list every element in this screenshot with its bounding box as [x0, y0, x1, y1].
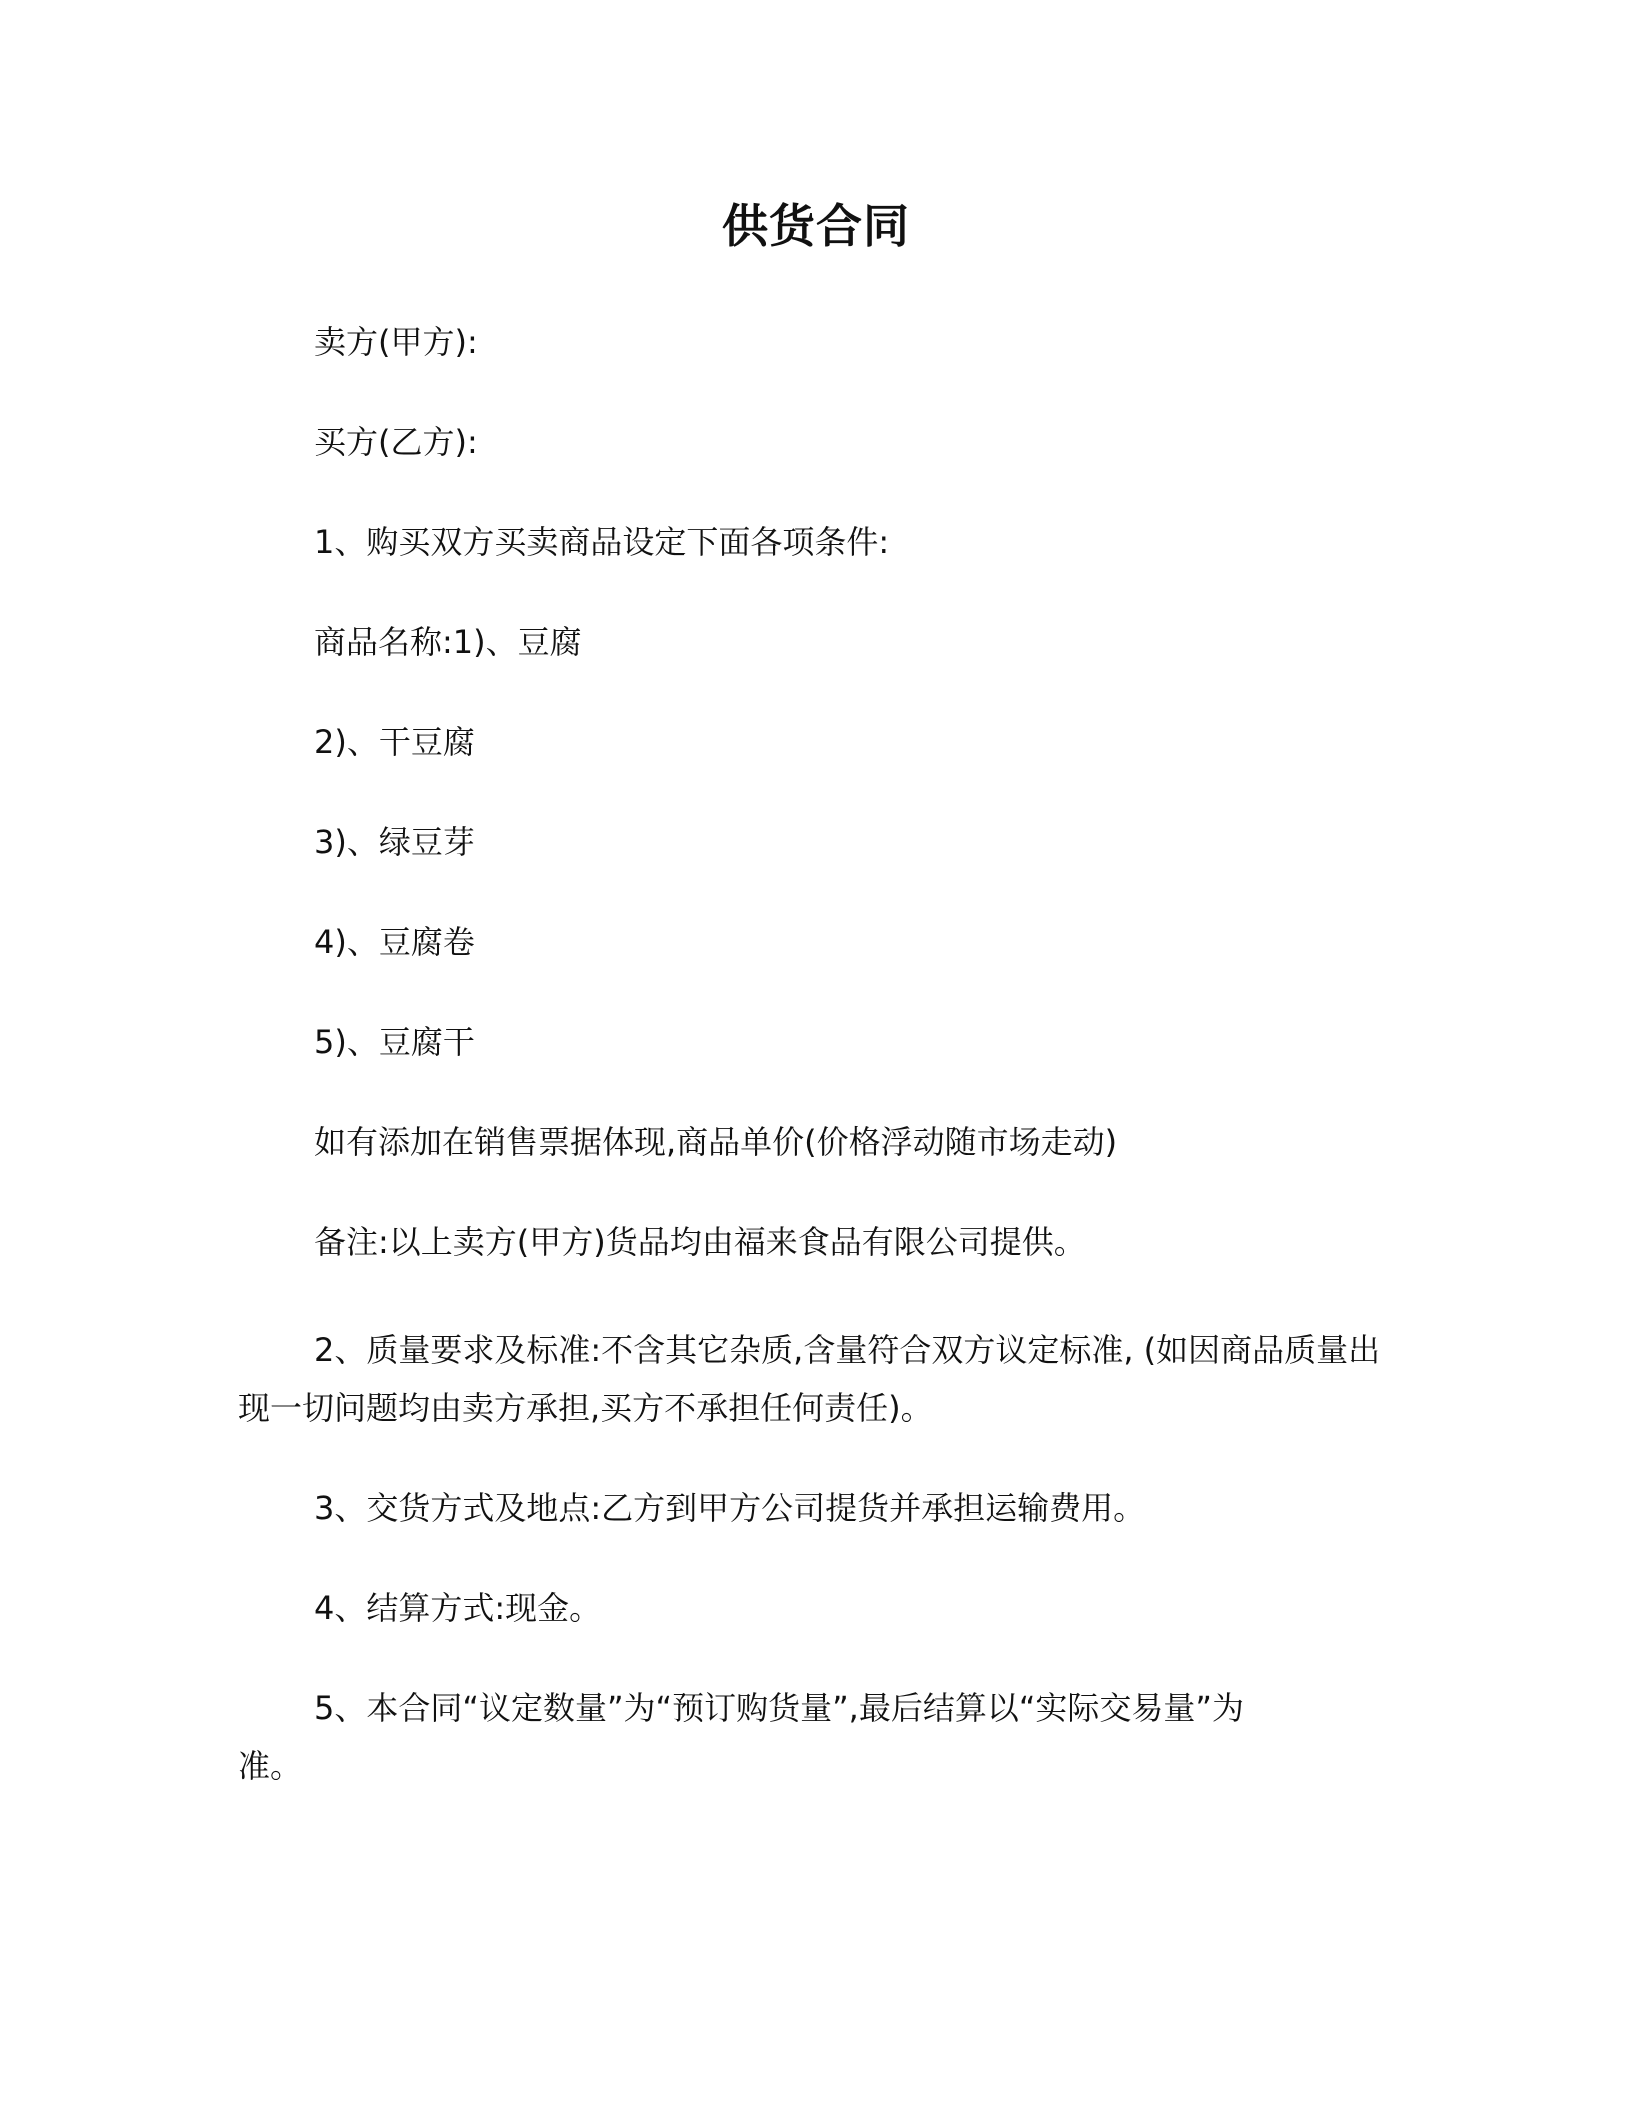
clause-2-line-1: 2、质量要求及标准:不含其它杂质,含量符合双方议定标准, (如因商品质量出 — [314, 1331, 1381, 1369]
product-item-3: 3)、绿豆芽 — [314, 823, 475, 861]
clause-4-line: 4、结算方式:现金。 — [314, 1589, 602, 1627]
product-name-line: 商品名称:1)、豆腐 — [314, 623, 582, 661]
clause-2-line-2: 现一切问题均由卖方承担,买方不承担任何责任)。 — [238, 1389, 933, 1427]
product-item-5: 5)、豆腐干 — [314, 1023, 475, 1061]
buyer-party-line: 买方(乙方): — [314, 423, 478, 461]
remark-line: 备注:以上卖方(甲方)货品均由福来食品有限公司提供。 — [314, 1223, 1086, 1261]
seller-party-line: 卖方(甲方): — [314, 323, 478, 361]
clause-5-line-2: 准。 — [238, 1747, 303, 1785]
clause-3-line: 3、交货方式及地点:乙方到甲方公司提货并承担运输费用。 — [314, 1489, 1146, 1527]
price-note-line: 如有添加在销售票据体现,商品单价(价格浮动随市场走动) — [314, 1123, 1118, 1161]
clause-1-heading: 1、购买双方买卖商品设定下面各项条件: — [314, 523, 890, 561]
document-title: 供货合同 — [722, 199, 910, 253]
product-item-2: 2)、干豆腐 — [314, 723, 475, 761]
clause-5-line-1: 5、本合同“议定数量”为“预订购货量”,最后结算以“实际交易量”为 — [314, 1689, 1245, 1727]
product-item-4: 4)、豆腐卷 — [314, 923, 475, 961]
